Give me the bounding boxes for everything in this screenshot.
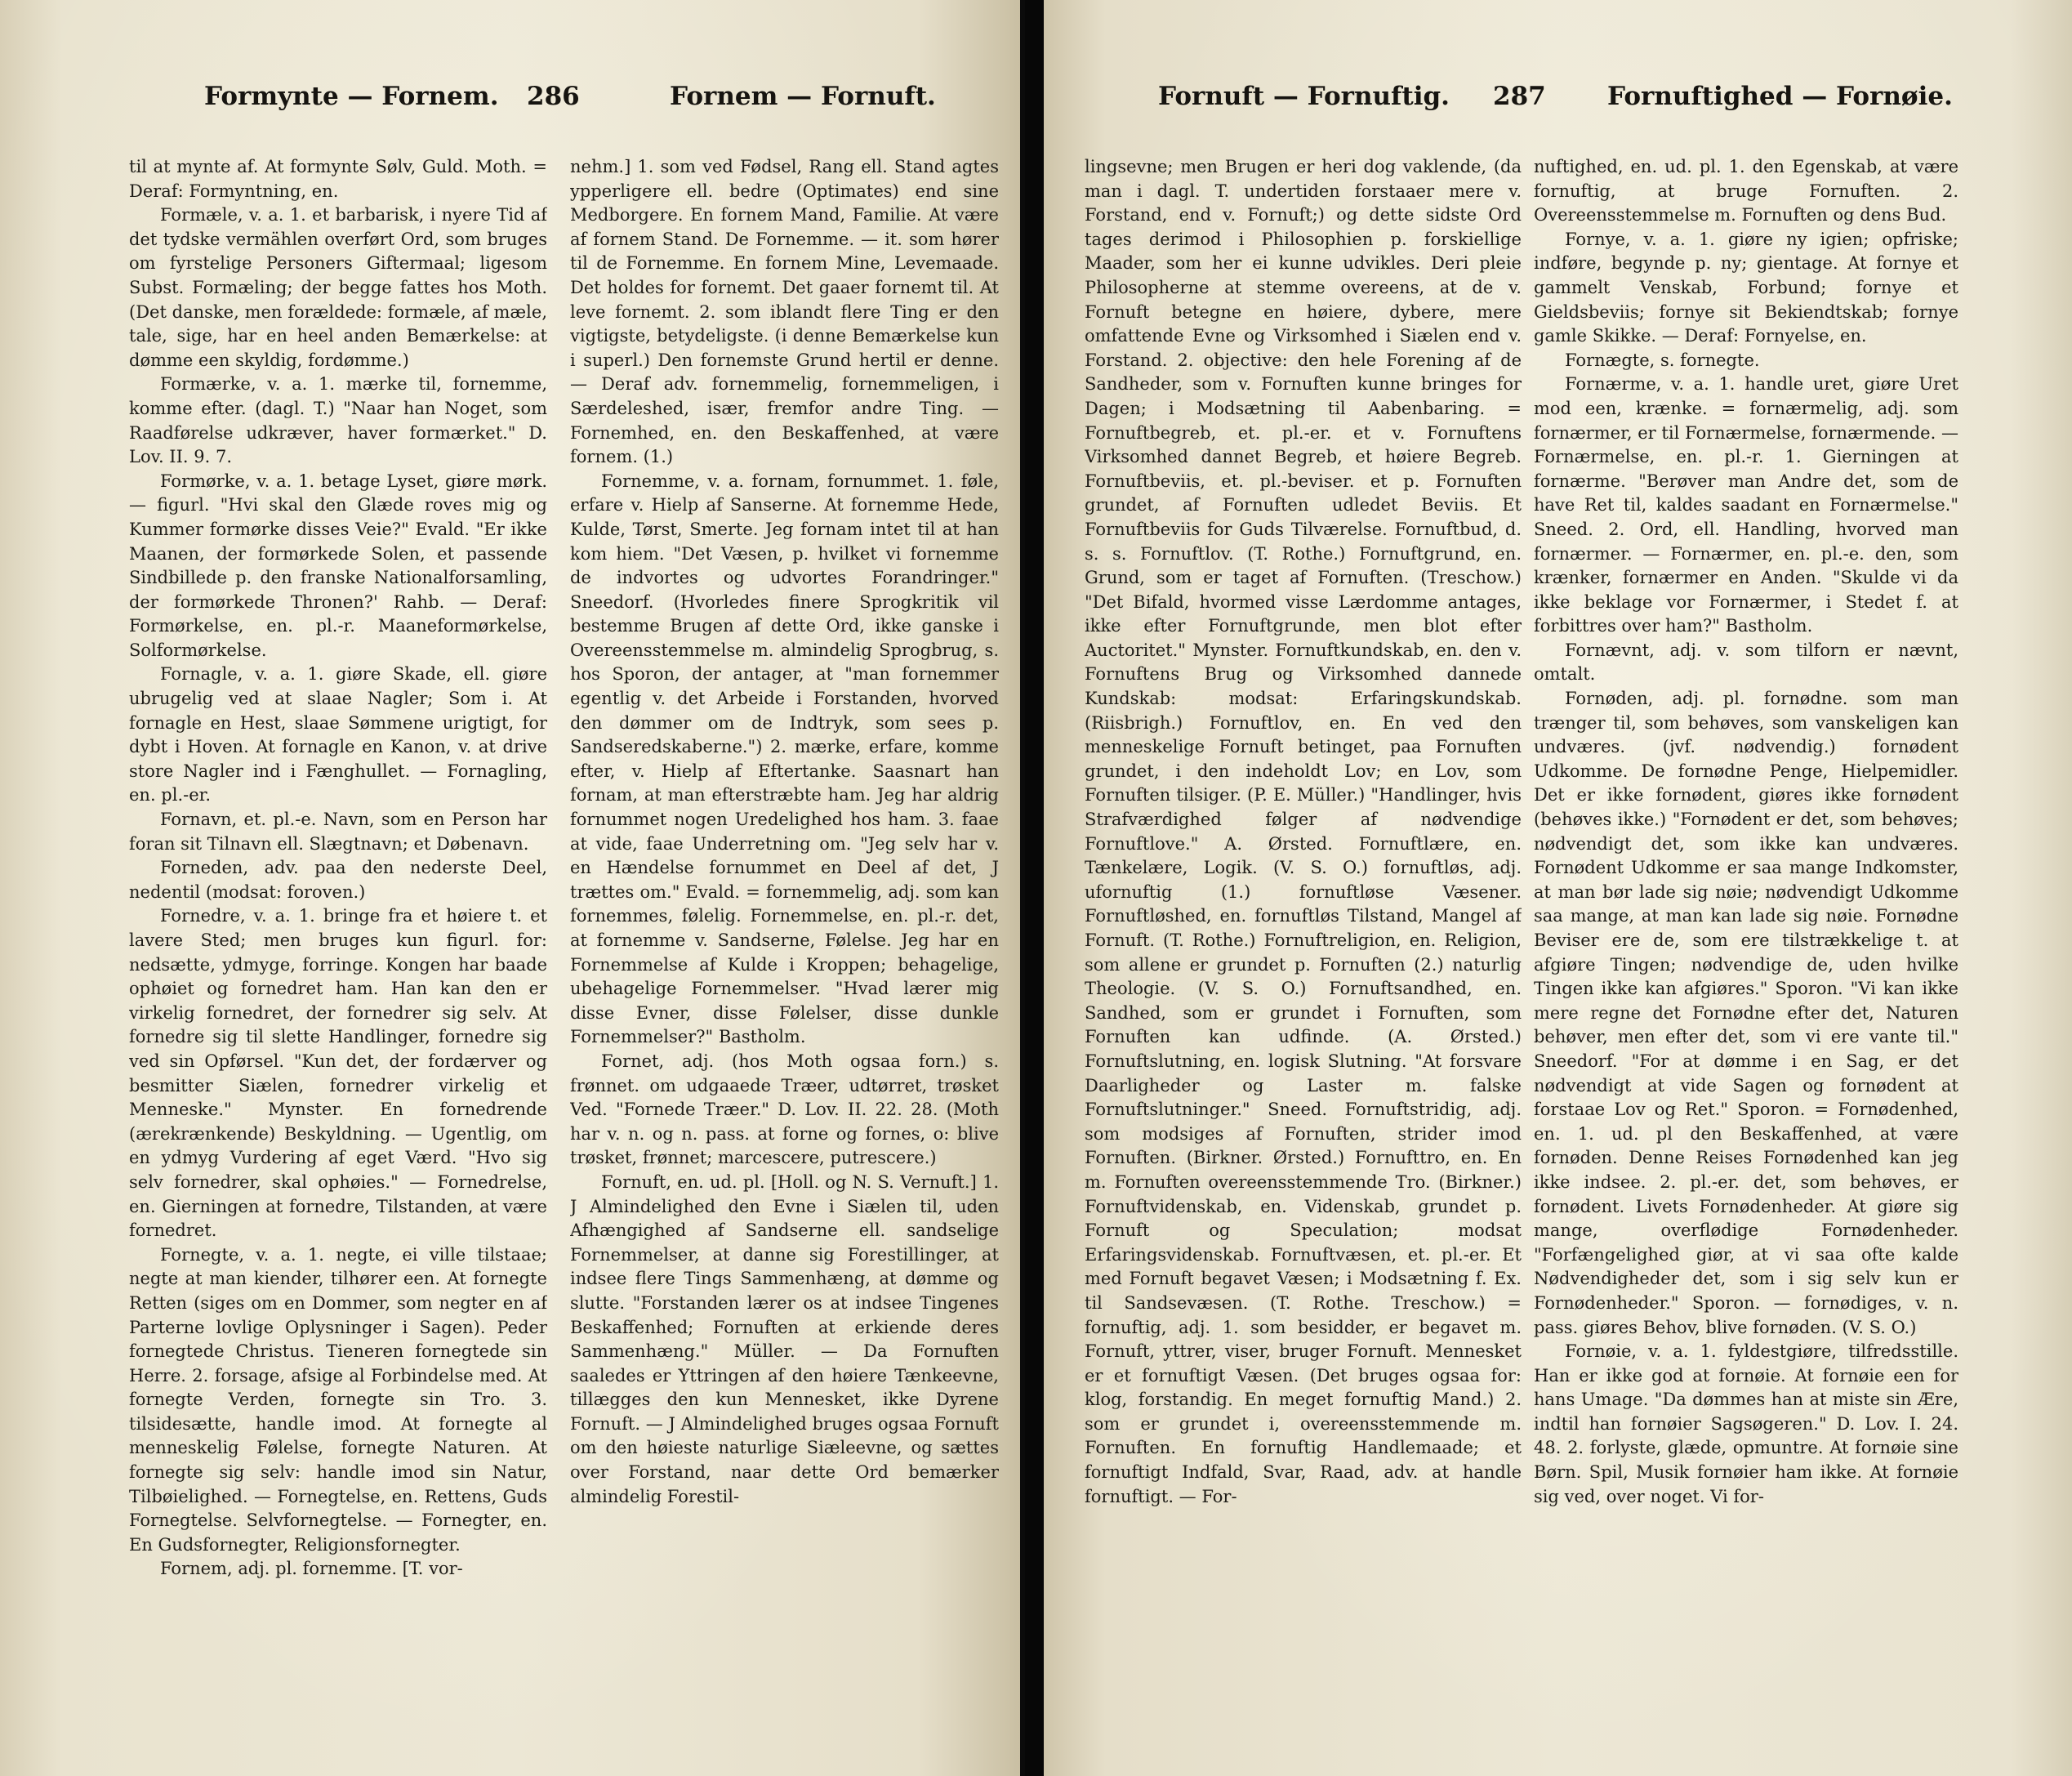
dictionary-entry: Fornedre, v. a. 1. bringe fra et høiere t. et lavere Sted; men bruges kun figurl. for: nedsætte, ydmyge, forringe. Kongen har baade ophøiet og fornedret ham. Han kan den er virkelig fornedret, der fornedrer sig selv. At fornedre sig til slette Handlinger, fornedre sig ved sin Opførsel. "Kun det, der fordærver og besmitter Siælen, fornedrer virkelig et Menneske." Mynster. En fornedrende (ærekrænkende) Beskyldning. — Ugentlig, om en ydmyg Vurdering af eget Værd. "Hvo sig selv fornedrer, skal ophøies." — Fornedrelse, en. Gierningen at fornedre, Tilstanden, at være fornedret. [129,906,547,1241]
dictionary-entry: Formørke, v. a. 1. betage Lyset, giøre mørk. — figurl. "Hvi skal den Glæde roves mig og Kummer formørke disses Veie?" Evald. "Er ikke Maanen, der formørkede Solen, et passende Sindbillede p. den franske Nationalforsamling, der formørkede Thronen?' Rahb. — Deraf: Formørkelse, en. pl.-r. Maaneformørkelse, Solformørkelse. [129,471,547,660]
left-page [0,0,1025,1776]
right-page-number: 287 [1493,82,1546,111]
dictionary-entry: Fornem, adj. pl. fornemme. [T. vor- [160,1559,463,1579]
right-page-column-2 [1534,155,1958,1650]
book-gutter [1025,0,1044,1776]
left-page-column-1 [129,155,547,1650]
dictionary-entry: Fornøie, v. a. 1. fyldestgiøre, tilfredsstille. Han er ikke god at fornøie. At fornøie een for hans Umage. "Da dømmes han at miste sin Ære, indtil han fornøier Sagsøgeren." D. Lov. I. 24. 48. 2. forlyste, glæde, opmuntre. At fornøie sine Børn. Spil, Musik fornøier ham ikke. At fornøie sig ved, over noget. Vi for- [1534,1341,1958,1506]
left-page-header-right: Fornem — Fornuft. [670,82,936,111]
right-page-header-left: Fornuft — Fornuftig. [1158,82,1450,111]
dictionary-entry: lingsevne; men Brugen er heri dog vaklende, (da man i dagl. T. undertiden forstaaer mere v. Forstand, end v. Fornuft;) og dette sidste Ord tages derimod i Philosophien p. forskiellige Maader, som her ei kunne udvikles. Deri pleie Philosopherne at stemme overeens, at de v. Fornuft betegne en høiere, dybere, mere omfattende Evne og Virksomhed i Siælen end v. Forstand. 2. objective: den hele Forening af de Sandheder, som v. Fornuften kunne bringes for Dagen; i Modsætning til Aabenbaring. = Fornuftbegreb, et. pl.-er. et v. Fornuftens Virksomhed dannet Begreb, et høiere Begreb. Fornuftbeviis, et. pl.-beviser. et p. Fornuften grundet, af Fornuften udledet Beviis. Et Fornuftbeviis for Guds Tilværelse. Fornuftbud, d. s. s. Fornuftlov. (T. Rothe.) Fornuftgrund, en. Grund, som er taget af Fornuften. (Treschow.) "Det Bifald, hvormed visse Lærdomme antages, ikke efter Fornuftgrunde, men blot efter Auctoritet." Mynster. Fornuftkundskab, en. den v. Fornuftens Brug og Virksomhed dannede Kundskab: modsat: Erfaringskundskab. (Riisbrigh.) Fornuftlov, en. En ved den menneskelige Fornuft betinget, paa Fornuften grundet, i den indeholdt Lov; en Lov, som Fornuften tilsiger. (P. E. Müller.) "Handlinger, hvis Strafværdighed følger af nødvendige Fornuftlove." A. Ørsted. Fornuftlære, en. Tænkelære, Logik. (V. S. O.) fornuftløs, adj. ufornuftig (1.) fornuftløse Væsener. Fornuftløshed, en. fornuftløs Tilstand, Mangel af Fornuft. (T. Rothe.) Fornuftreligion, en. Religion, som allene er grundet p. Fornuften (2.) naturlig Theologie. (V. S. O.) Fornuftsandhed, en. Sandhed, som er grundet i Fornuften, som Fornuften kan udfinde. (A. Ørsted.) Fornuftslutning, en. logisk Slutning. "At forsvare Daarligheder og Laster m. falske Fornuftslutninger." Sneed. Fornuftstridig, adj. som modsiges af Fornuften, strider imod Fornuften. (Birkner. Ørsted.) Fornufttro, en. En m. Fornuften overeensstemmende Tro. (Birkner.) Fornuftvidenskab, en. Videnskab, grundet p. Fornuft og Speculation; modsat Erfaringsvidenskab. Fornuftvæsen, et. pl.-er. Et med Fornuft begavet Væsen; i Modsætning f. Ex. til Sandsevæsen. (T. Rothe. Treschow.) = fornuftig, adj. 1. som besidder, er begavet m. Fornuft, yttrer, viser, bruger Fornuft. Mennesket er et fornuftigt Væsen. (Det bruges ogsaa for: klog, forstandig. En meget fornuftig Mand.) 2. som er grundet i, overeensstemmende m. Fornuften. En fornuftig Handlemaade; et fornuftigt Indfald, Svar, Raad, adv. at handle fornuftigt. — For- [1085,157,1522,1506]
dictionary-entry: Fornavn, et. pl.-e. Navn, som en Person har foran sit Tilnavn ell. Slægtnavn; et Døbenavn. [129,810,547,854]
dictionary-entry: nuftighed, en. ud. pl. 1. den Egenskab, at være fornuftig, at bruge Fornuften. 2. Overeensstemmelse m. Fornuften og dens Bud. [1534,157,1958,225]
dictionary-entry: til at mynte af. At formynte Sølv, Guld. Moth. = Deraf: Formyntning, en. [129,157,547,201]
dictionary-entry: Fornuft, en. ud. pl. [Holl. og N. S. Vernuft.] 1. J Almindelighed den Evne i Siælen til, uden Afhængighed af Sandserne ell. sandselige Fornemmelser, at danne sig Forestillinger, at indsee flere Tings Sammenhæng, at dømme og slutte. "Forstanden lærer os at indsee Tingenes Beskaffenhed; Fornuften at erkiende deres Sammenhæng." Müller. — Da Fornuften saaledes er Yttringen af den høiere Tænkeevne, tillægges den kun Mennesket, ikke Dyrene Fornuft. — J Almindelighed bruges ogsaa Fornuft om den høieste naturlige Siæleevne, og sættes over Forstand, naar dette Ord bemærker almindelig Forestil- [570,1171,999,1506]
right-page-header-right: Fornuftighed — Fornøie. [1607,82,1953,111]
dictionary-entry: nehm.] 1. som ved Fødsel, Rang ell. Stand agtes ypperligere ell. bedre (Optimates) end sine Medborgere. En fornem Mand, Familie. At være af fornem Stand. De Fornemme. — it. som hører til de Fornemme. En fornem Mine, Levemaade. Det holdes for fornemt. Det gaaer fornemt til. At leve fornemt. 2. som iblandt flere Ting er den vigtigste, betydeligste. (i denne Bemærkelse kun i superl.) Den fornemste Grund hertil er denne. — Deraf adv. fornemmelig, fornemmeligen, i Særdeleshed, især, fremfor andre Ting. — Fornemhed, en. den Beskaffenhed, at være fornem. (1.) [570,157,999,467]
dictionary-entry: Fornærme, v. a. 1. handle uret, giøre Uret mod een, krænke. = fornærmelig, adj. som fornærmer, er til Fornærmelse, fornærmende. — Fornærmelse, en. pl.-r. 1. Gierningen at fornærme. "Berøver man Andre det, som de have Ret til, kaldes saadant en Fornærmelse." Sneed. 2. Ord, ell. Handling, hvorved man fornærmer. — Fornærmer, en. pl.-e. den, som krænker, fornærmer en Anden. "Skulde vi da ikke beklage vor Fornærmer, i Stedet f. at forbittres over ham?" Bastholm. [1534,374,1958,636]
right-page [1044,0,2072,1776]
dictionary-entry: Fornegte, v. a. 1. negte, ei ville tilstaae; negte at man kiender, tilhører een. At fornegte Retten (siges om en Dommer, som negter en af Parterne lovlige Oplysninger i Sagen). Peder fornegtede Christus. Tieneren fornegtede sin Herre. 2. forsage, afsige al Forbindelse med. At fornegte Verden, fornegte sin Tro. 3. tilsidesætte, handle imod. At fornegte al menneskelig Følelse, fornegte Naturen. At fornegte sig selv: handle imod sin Natur, Tilbøielighed. — Fornegtelse, en. Rettens, Guds Fornegtelse. Selvfornegtelse. — Fornegter, en. En Gudsfornegter, Religionsfornegter. [129,1244,547,1555]
dictionary-entry: Fornøden, adj. pl. fornødne. som man trænger til, som behøves, som vanskeligen kan undværes. (jvf. nødvendig.) fornødent Udkomme. De fornødne Penge, Hielpemidler. Det er ikke fornødent, giøres ikke fornødent (behøves ikke.) "Fornødent er det, som behøves; nødvendigt det, som ikke kan undværes. Fornødent Udkomme er saa mange Indkomster, at man bør lade sig nøie; nødvendigt Udkomme saa mange, at man kan lade sig nøie. Fornødne Beviser ere de, som ere tilstrækkelige t. at afgiøre Tingen; nødvendige de, uden hvilke Tingen ikke kan afgiøres." Sporon. "Vi kan ikke mere regne det Fornødne efter det, Naturen behøver, men efter det, som vi ere vante til." Sneedorf. "For at dømme i en Sag, er det nødvendigt at vide Sagen og fornødent at forstaae Lov og Ret." Sporon. = Fornødenhed, en. 1. ud. pl den Beskaffenhed, at være fornøden. Denne Reises Fornødenhed kan jeg ikke indsee. 2. pl.-er. det, som behøves, er fornødent. Livets Fornødenheder. At giøre sig mange, overflødige Fornødenheder. "Forfængelighed giør, at vi saa ofte kalde Nødvendigheder det, som i sig selv kun er Fornødenheder." Sporon. — fornødiges, v. n. pass. giøres Behov, blive fornøden. (V. S. O.) [1534,689,1958,1337]
dictionary-entry: Fornemme, v. a. fornam, fornummet. 1. føle, erfare v. Hielp af Sanserne. At fornemme Hede, Kulde, Tørst, Smerte. Jeg fornam intet til at han kom hiem. "Det Væsen, p. hvilket vi fornemme de indvortes og udvortes Forandringer." Sneedorf. (Hvorledes finere Sprogkritik vil bestemme Brugen af dette Ord, ikke ganske i Overeensstemmelse m. almindelig Sprogbrug, s. hos Sporon, der antager, at "man fornemmer egentlig v. det Arbeide i Forstanden, hvorved den dømmer om de Indtryk, som sees p. Sandseredskaberne.") 2. mærke, erfare, komme efter, v. Hielp af Eftertanke. Saasnart han fornam, at man efterstræbte ham. Jeg har aldrig fornummet nogen Uredelighed hos ham. 3. faae at vide, faae Underretning om. "Jeg selv har v. en Hændelse fornummet en Deel af det, J trættes om." Evald. = fornemmelig, adj. som kan fornemmes, følelig. Fornemmelse, en. pl.-r. det, at fornemme v. Sandserne, Følelse. Jeg har en Fornemmelse af Kulde i Kroppen; behagelige, ubehagelige Fornemmelser. "Hvad lærer mig disse Evner, disse Følelser, disse dunkle Fornemmelser?" Bastholm. [570,471,999,1047]
dictionary-entry: Fornægte, s. fornegte. [1565,350,1760,370]
dictionary-entry: Fornye, v. a. 1. giøre ny igien; opfriske; indføre, begynde p. ny; gientage. At fornye et gammelt Venskab, Forbund; fornye et Gieldsbeviis; fornye sit Bekiendtskab; fornye gamle Skikke. — Deraf: Fornyelse, en. [1534,229,1958,346]
dictionary-entry: Formæle, v. a. 1. et barbarisk, i nyere Tid af det tydske vermählen overført Ord, som bruges om fyrstelige Personers Giftermaal; ligesom Subst. Formæling; der begge fattes hos Moth. (Det danske, men forældede: formæle, af mæle, tale, sige, har en heel anden Bemærkelse: at dømme een skyldig, fordømme.) [129,205,547,370]
dictionary-entry: Forneden, adv. paa den nederste Deel, nedentil (modsat: foroven.) [129,858,547,902]
right-page-column-1 [1085,155,1522,1650]
left-page-header-left: Formynte — Fornem. [204,82,499,111]
dictionary-entry: Fornævnt, adj. v. som tilforn er nævnt, omtalt. [1534,640,1958,685]
dictionary-entry: Fornet, adj. (hos Moth ogsaa forn.) s. frønnet. om udgaaede Træer, udtørret, trøsket Ved. "Fornede Træer." D. Lov. II. 22. 28. (Moth har v. n. og n. pass. at forne og fornes, o: blive trøsket, frønnet; marcescere, putrescere.) [570,1051,999,1168]
left-page-number: 286 [527,82,580,111]
dictionary-entry: Fornagle, v. a. 1. giøre Skade, ell. giøre ubrugelig ved at slaae Nagler; Som i. At fornagle en Hest, slaae Sømmene urigtigt, for dybt i Hoven. At fornagle en Kanon, v. at drive store Nagler ind i Fænghullet. — Fornagling, en. pl.-er. [129,664,547,805]
dictionary-entry: Formærke, v. a. 1. mærke til, fornemme, komme efter. (dagl. T.) "Naar han Noget, som Raadførelse udkræver, haver formærket." D. Lov. II. 9. 7. [129,374,547,467]
left-page-column-2 [570,155,999,1650]
